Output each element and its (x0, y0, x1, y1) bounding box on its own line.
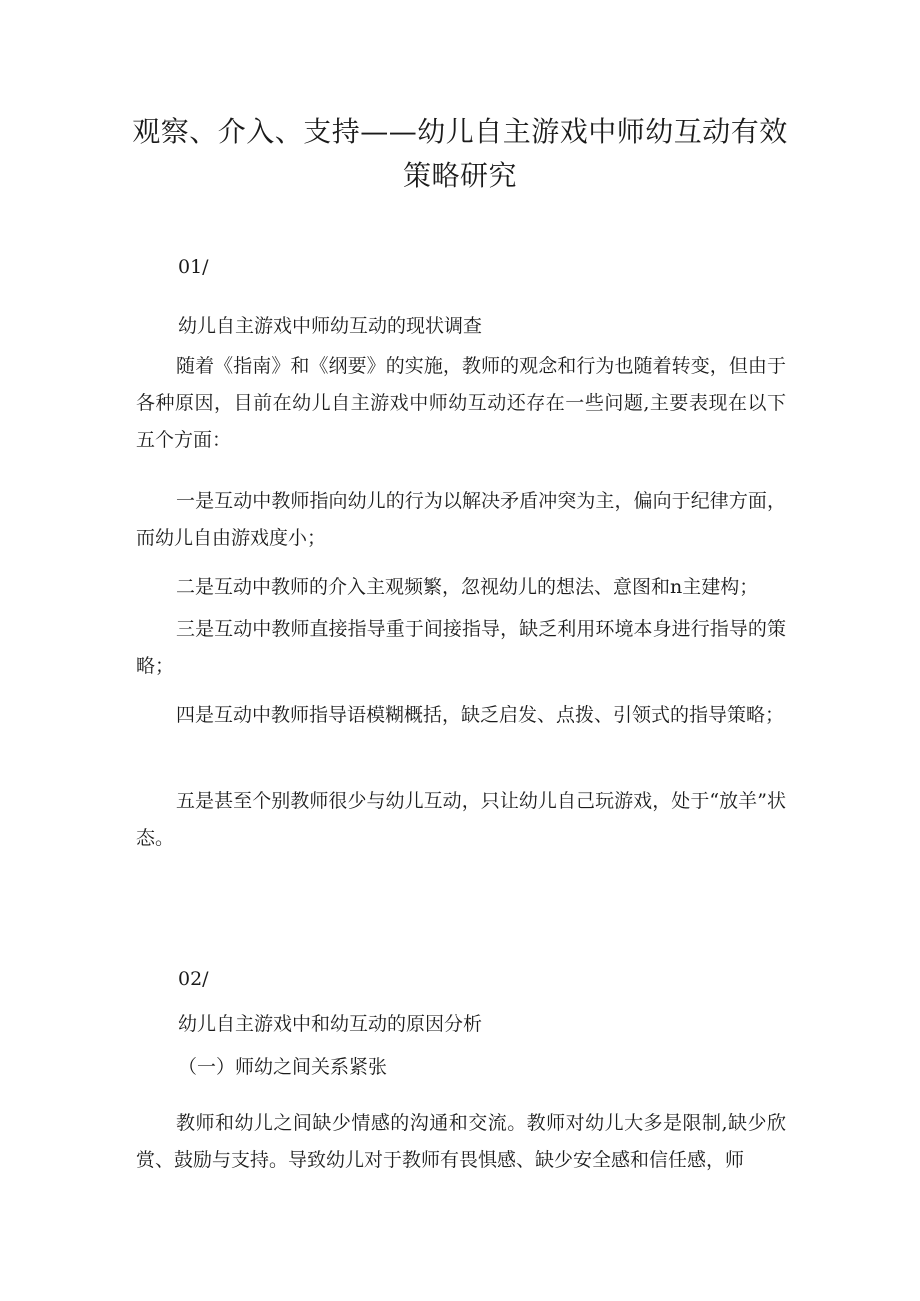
section-heading: 幼儿自主游戏中和幼互动的原因分析 (178, 1013, 483, 1035)
paragraph: 教师和幼儿之间缺少情感的沟通和交流。教师对幼儿大多是限制,缺少欣赏、鼓励与支持。导致幼儿对于教师有畏惧感、缺少安全感和信任感，师 (136, 1112, 786, 1171)
paragraph: 五是甚至个别教师很少与幼儿互动，只让幼儿自己玩游戏，处于“放羊”状态。 (136, 790, 786, 849)
paragraph: 二是互动中教师的介入主观频繁，忽视幼儿的想法、意图和n主建构； (176, 576, 759, 598)
paragraph: 一是互动中教师指向幼儿的行为以解决矛盾冲突为主，偏向于纪律方面，而幼儿自由游戏度小； (136, 490, 786, 549)
document-title: 观察、介入、支持——幼儿自主游戏中师幼互动有效策略研究 (132, 115, 788, 192)
paragraph: 四是互动中教师指导语模糊概括，缺乏启发、点拨、引领式的指导策略； (176, 704, 785, 726)
section-subheading: （一）师幼之间关系紧张 (178, 1056, 388, 1078)
section-number: 02/ (178, 968, 209, 990)
section-heading: 幼儿自主游戏中师幼互动的现状调查 (178, 315, 483, 337)
paragraph: 三是互动中教师直接指导重于间接指导，缺乏利用环境本身进行指导的策略； (136, 618, 786, 677)
section-number: 01/ (178, 256, 209, 278)
paragraph: 随着《指南》和《纲要》的实施，教师的观念和行为也随着转变，但由于各种原因，目前在幼儿自主游戏中师幼互动还存在一些问题,主要表现在以下五个方面： (136, 355, 786, 451)
